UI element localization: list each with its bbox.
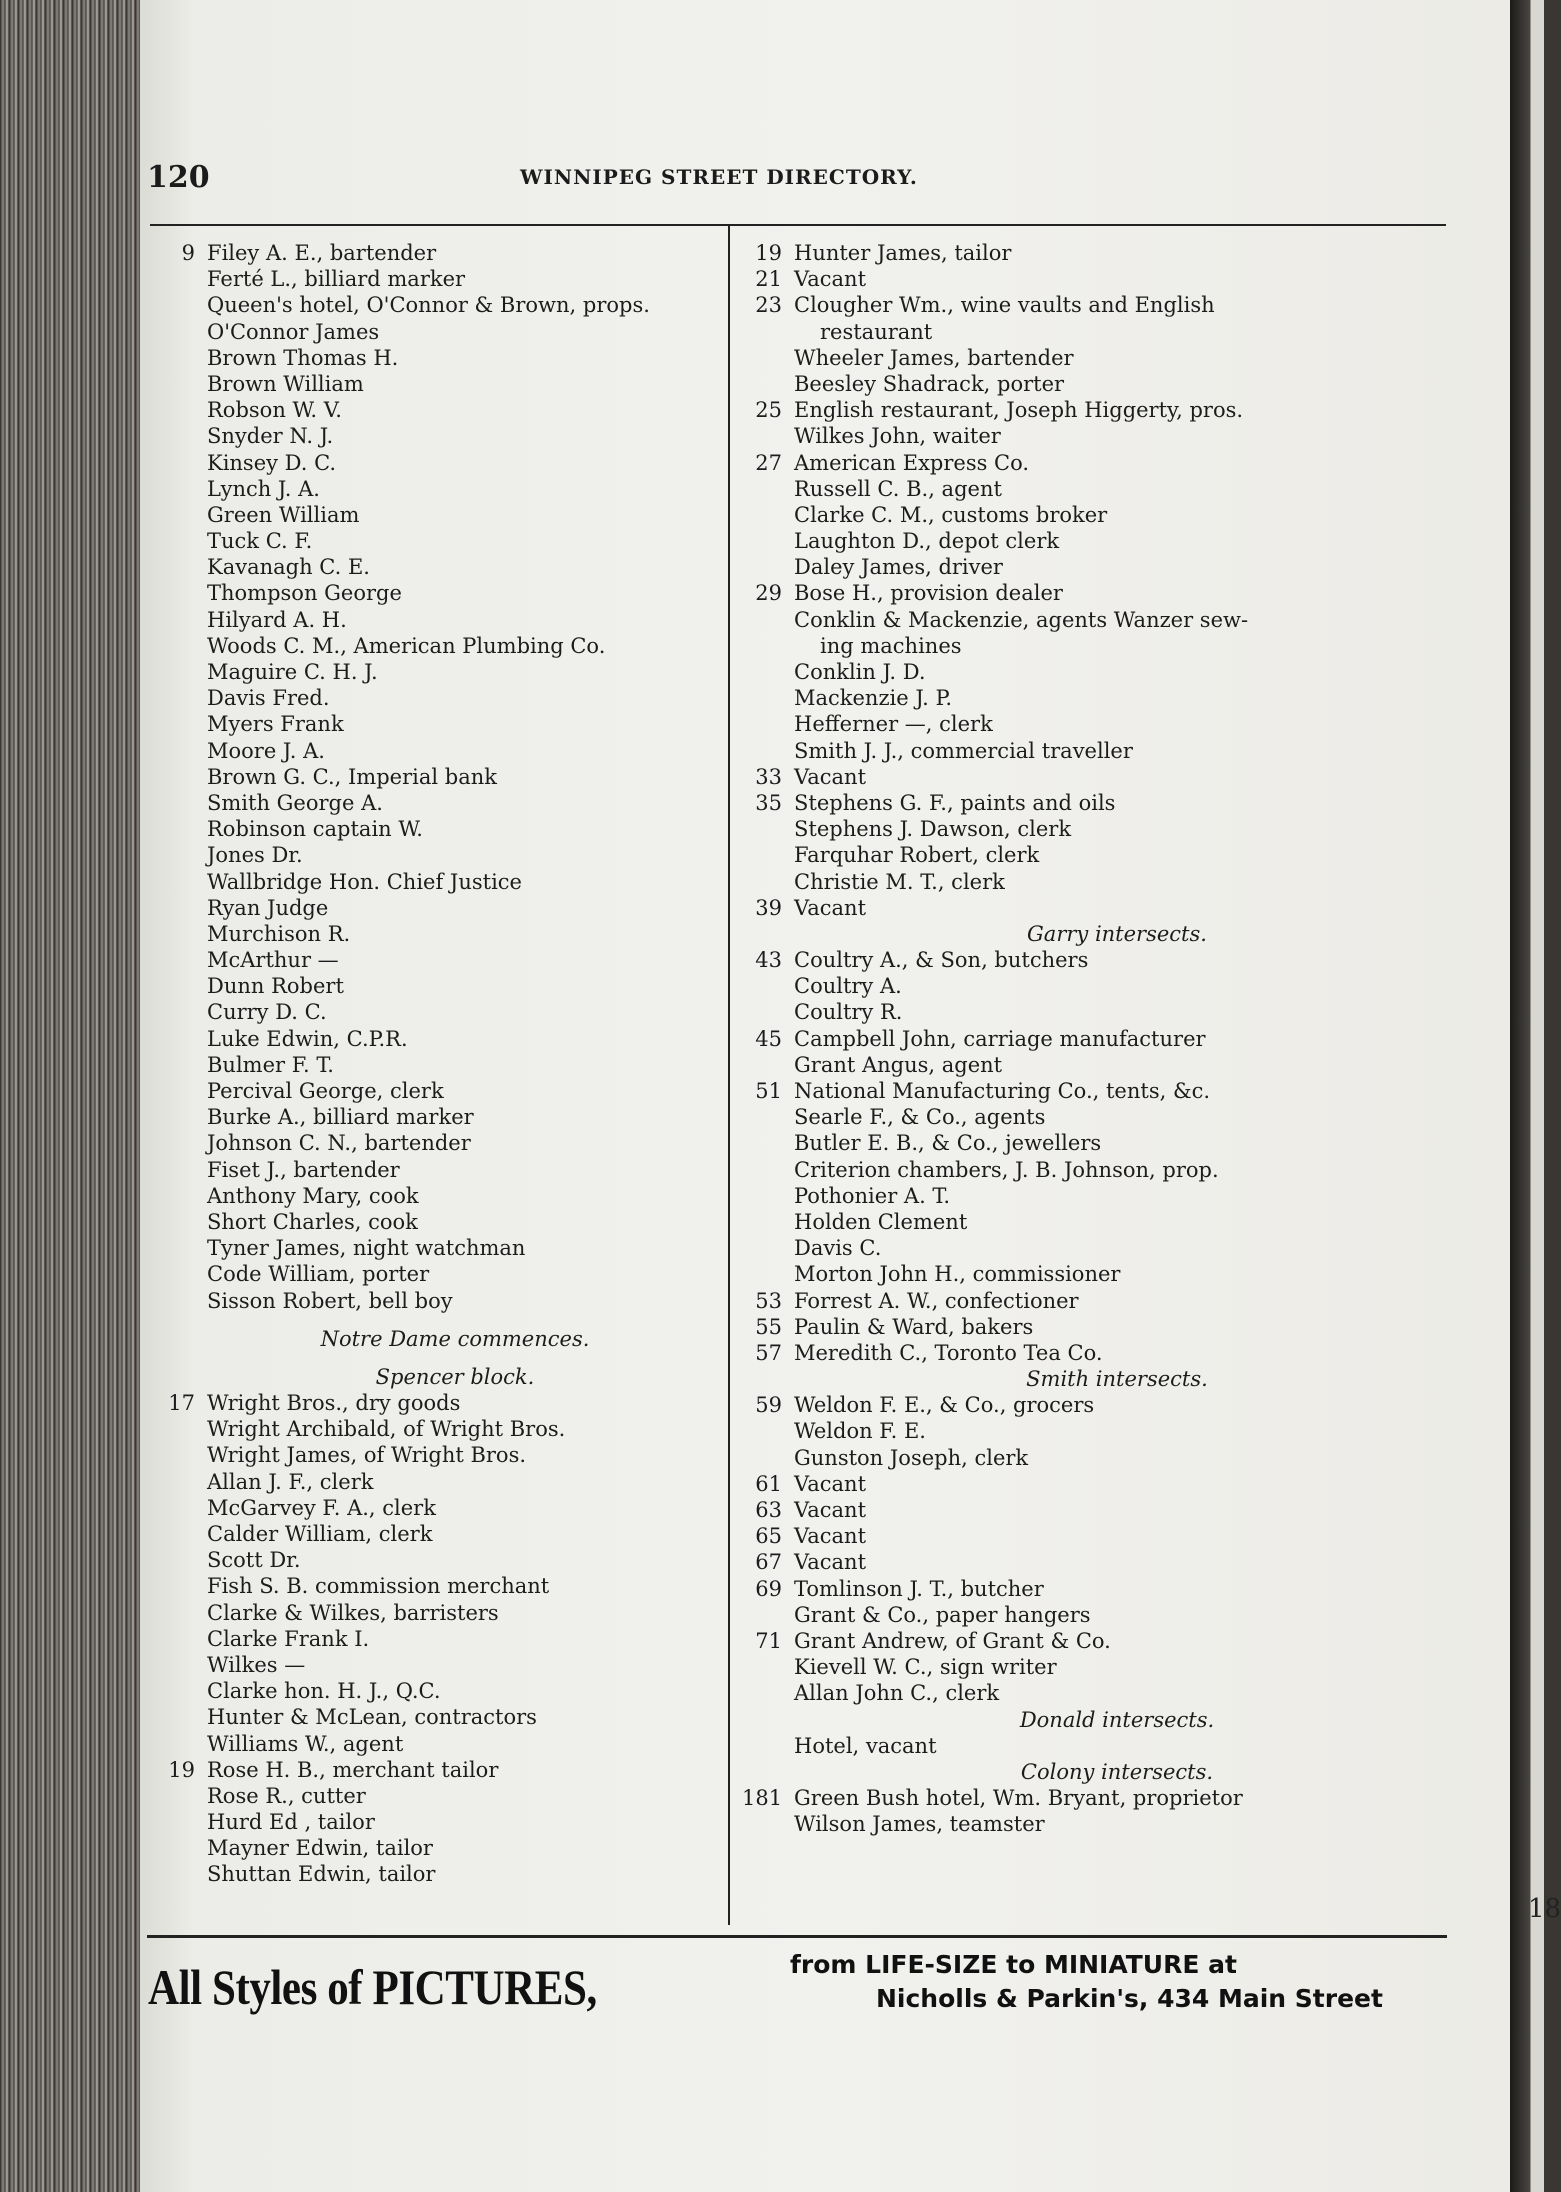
- entry-text: Wright Bros., dry goods: [207, 1391, 461, 1416]
- directory-entry: [742, 1602, 1442, 1628]
- advertisement-headline: All Styles of PICTURES,: [148, 1959, 597, 2015]
- entry-text: American Express Co.: [794, 450, 1030, 475]
- directory-entry: [155, 790, 715, 816]
- entry-text: Allan John C., clerk: [794, 1681, 1000, 1706]
- directory-entry: [155, 292, 715, 318]
- directory-entry: [155, 1626, 715, 1652]
- entry-text: Shuttan Edwin, tailor: [207, 1862, 436, 1887]
- entry-text: Dunn Robert: [207, 974, 344, 999]
- entry-text: O'Connor James: [207, 319, 380, 344]
- page-title: WINNIPEG STREET DIRECTORY.: [520, 165, 918, 189]
- entry-text: Bose H., provision dealer: [794, 581, 1063, 606]
- directory-entry: [155, 842, 715, 868]
- book-page-edges: [0, 0, 140, 2192]
- directory-entry: [155, 973, 715, 999]
- directory-entry: [155, 1835, 715, 1861]
- entry-text: Fiset J., bartender: [207, 1157, 400, 1182]
- section-heading: [742, 1707, 1442, 1733]
- adjacent-page-fragment: 18: [1528, 1894, 1561, 1924]
- entry-text: Wilkes —: [207, 1652, 306, 1677]
- directory-entry: [742, 764, 1442, 790]
- street-number: 19: [168, 1757, 195, 1782]
- entry-text: Clarke C. M., customs broker: [794, 502, 1108, 527]
- street-number: 181: [742, 1786, 783, 1811]
- entry-text: Sisson Robert, bell boy: [207, 1288, 453, 1313]
- street-number: 55: [755, 1314, 782, 1339]
- entry-text: Searle F., & Co., agents: [794, 1105, 1046, 1130]
- advertisement-line-1: from LIFE-SIZE to MINIATURE at: [790, 1950, 1237, 1979]
- entry-text: Clarke hon. H. J., Q.C.: [207, 1679, 441, 1704]
- directory-entry: [742, 973, 1442, 999]
- entry-text: Donald intersects.: [1019, 1707, 1215, 1732]
- street-number: 35: [755, 790, 782, 815]
- directory-entry: [742, 1157, 1442, 1183]
- directory-entry: [742, 1549, 1442, 1575]
- entry-text: Ferté L., billiard marker: [207, 267, 466, 292]
- directory-entry: [742, 1523, 1442, 1549]
- directory-entry: [155, 476, 715, 502]
- directory-entry: [155, 947, 715, 973]
- directory-entry: [155, 895, 715, 921]
- street-number: 19: [755, 241, 782, 265]
- directory-entry: [155, 1209, 715, 1235]
- directory-entry: [155, 1104, 715, 1130]
- entry-text: Kievell W. C., sign writer: [794, 1655, 1057, 1680]
- entry-text: Daley James, driver: [794, 555, 1003, 580]
- entry-text: Vacant: [794, 267, 867, 292]
- entry-text: Coultry A., & Son, butchers: [794, 948, 1089, 973]
- entry-text: Butler E. B., & Co., jewellers: [794, 1131, 1102, 1156]
- entry-text: Weldon F. E., & Co., grocers: [794, 1393, 1095, 1418]
- street-number: 65: [755, 1524, 782, 1549]
- entry-text: Holden Clement: [794, 1209, 968, 1234]
- directory-entry: [742, 450, 1442, 476]
- entry-text: Smith intersects.: [1026, 1367, 1208, 1392]
- entry-text: Grant Angus, agent: [794, 1052, 1003, 1077]
- entry-text: Code William, porter: [207, 1262, 430, 1287]
- entry-text: Grant & Co., paper hangers: [794, 1602, 1091, 1627]
- book-gutter: [1510, 0, 1544, 2192]
- directory-entry: [742, 1235, 1442, 1261]
- entry-text: Farquhar Robert, clerk: [794, 843, 1040, 868]
- directory-entry: [742, 1104, 1442, 1130]
- entry-text: Murchison R.: [207, 921, 351, 946]
- directory-entry: [155, 685, 715, 711]
- entry-text: Clarke Frank I.: [207, 1626, 370, 1651]
- entry-text: Ryan Judge: [207, 895, 329, 920]
- directory-entry: [742, 1052, 1442, 1078]
- entry-text: Stephens J. Dawson, clerk: [794, 817, 1072, 842]
- entry-text: Smith J. J., commercial traveller: [794, 738, 1133, 763]
- entry-text: Laughton D., depot clerk: [794, 529, 1060, 554]
- entry-text: Tuck C. F.: [207, 529, 313, 554]
- directory-entry: [155, 1416, 715, 1442]
- directory-entry: [742, 869, 1442, 895]
- entry-text: Vacant: [794, 1524, 867, 1549]
- entry-text: Beesley Shadrack, porter: [794, 371, 1065, 396]
- street-number: 61: [755, 1471, 782, 1496]
- spacer: [155, 1352, 715, 1364]
- entry-text: English restaurant, Joseph Higgerty, pros.: [794, 398, 1244, 423]
- entry-text: Notre Dame commences.: [320, 1326, 590, 1351]
- directory-entry: [742, 371, 1442, 397]
- directory-entry: [155, 580, 715, 606]
- directory-entry: [742, 842, 1442, 868]
- entry-text: Lynch J. A.: [207, 476, 320, 501]
- advertisement-line-2: Nicholls & Parkin's, 434 Main Street: [876, 1984, 1383, 2013]
- entry-text: Williams W., agent: [207, 1731, 404, 1756]
- entry-text: Hefferner —, clerk: [794, 712, 993, 737]
- directory-entry: [155, 607, 715, 633]
- directory-entry: [155, 633, 715, 659]
- directory-entry: [155, 711, 715, 737]
- entry-text: National Manufacturing Co., tents, &c.: [794, 1079, 1211, 1103]
- entry-text: Gunston Joseph, clerk: [794, 1445, 1029, 1470]
- directory-entry: [742, 1261, 1442, 1287]
- directory-entry: [155, 1288, 715, 1314]
- entry-text: ing machines: [820, 633, 962, 658]
- directory-entry: [155, 397, 715, 423]
- directory-entry: [155, 345, 715, 371]
- directory-entry: [742, 528, 1442, 554]
- directory-entry: [155, 1157, 715, 1183]
- entry-text: Curry D. C.: [207, 1000, 327, 1025]
- directory-entry: [742, 240, 1442, 266]
- entry-text: Johnson C. N., bartender: [207, 1131, 471, 1156]
- directory-entry: [742, 1026, 1442, 1052]
- directory-entry: [155, 423, 715, 449]
- street-number: 43: [755, 948, 782, 973]
- directory-entry: [742, 711, 1442, 737]
- directory-entry: [155, 816, 715, 842]
- street-number: 59: [755, 1393, 782, 1418]
- entry-text: Wallbridge Hon. Chief Justice: [207, 869, 522, 894]
- entry-text: Calder William, clerk: [207, 1522, 433, 1546]
- directory-entry: [742, 607, 1442, 633]
- directory-entry: [155, 450, 715, 476]
- entry-text: Hunter James, tailor: [794, 241, 1012, 265]
- entry-continuation: [742, 319, 1442, 345]
- street-number: 27: [755, 450, 782, 475]
- entry-text: Wright James, of Wright Bros.: [207, 1443, 527, 1468]
- directory-entry: [155, 528, 715, 554]
- directory-entry: [742, 816, 1442, 842]
- directory-entry: [155, 240, 715, 266]
- directory-entry: [742, 1418, 1442, 1444]
- entry-text: Snyder N. J.: [207, 424, 334, 449]
- entry-text: Vacant: [794, 764, 867, 789]
- spacer: [155, 1314, 715, 1326]
- directory-entry: [155, 921, 715, 947]
- directory-entry: [155, 502, 715, 528]
- directory-entry: [742, 1654, 1442, 1680]
- entry-text: Christie M. T., clerk: [794, 869, 1005, 894]
- entry-text: Vacant: [794, 1471, 867, 1496]
- directory-entry: [155, 1731, 715, 1757]
- directory-entry: [155, 999, 715, 1025]
- entry-text: Tyner James, night watchman: [207, 1236, 526, 1261]
- section-heading: [742, 1366, 1442, 1392]
- entry-text: Green Bush hotel, Wm. Bryant, proprietor: [794, 1786, 1243, 1811]
- directory-entry: [742, 554, 1442, 580]
- entry-text: McGarvey F. A., clerk: [207, 1495, 436, 1520]
- right-column: [742, 240, 1442, 1837]
- entry-text: Vacant: [794, 1550, 867, 1575]
- entry-text: Mackenzie J. P.: [794, 686, 953, 711]
- entry-text: Myers Frank: [207, 712, 344, 737]
- entry-text: Woods C. M., American Plumbing Co.: [207, 633, 606, 658]
- directory-entry: [155, 1052, 715, 1078]
- directory-entry: [155, 1547, 715, 1573]
- section-heading: [155, 1364, 715, 1390]
- entry-text: Vacant: [794, 895, 867, 920]
- directory-entry: [155, 1130, 715, 1156]
- street-number: 69: [755, 1576, 782, 1601]
- directory-entry: [155, 1678, 715, 1704]
- entry-text: Scott Dr.: [207, 1548, 301, 1573]
- entry-text: Burke A., billiard marker: [207, 1105, 474, 1130]
- directory-entry: [742, 1811, 1442, 1837]
- street-number: 67: [755, 1550, 782, 1575]
- directory-entry: [742, 1785, 1442, 1811]
- directory-entry: [155, 1442, 715, 1468]
- directory-entry: [742, 1471, 1442, 1497]
- directory-entry: [155, 1390, 715, 1416]
- entry-text: Hunter & McLean, contractors: [207, 1705, 537, 1730]
- directory-entry: [742, 423, 1442, 449]
- directory-entry: [742, 1183, 1442, 1209]
- directory-entry: [155, 1183, 715, 1209]
- entry-text: Weldon F. E.: [794, 1419, 926, 1444]
- directory-entry: [155, 1600, 715, 1626]
- section-heading: [155, 1326, 715, 1352]
- entry-text: Pothonier A. T.: [794, 1183, 951, 1208]
- entry-text: Moore J. A.: [207, 738, 325, 763]
- entry-text: Rose R., cutter: [207, 1783, 366, 1808]
- entry-text: Grant Andrew, of Grant & Co.: [794, 1628, 1111, 1653]
- directory-entry: [155, 1809, 715, 1835]
- street-number: 45: [755, 1026, 782, 1051]
- entry-text: Forrest A. W., confectioner: [794, 1288, 1079, 1313]
- directory-entry: [155, 1521, 715, 1547]
- street-number: 23: [755, 293, 782, 318]
- entry-text: Hilyard A. H.: [207, 607, 347, 632]
- entry-text: Brown G. C., Imperial bank: [207, 764, 497, 789]
- column-divider: [728, 225, 730, 1925]
- street-number: 33: [755, 764, 782, 789]
- street-number: 57: [755, 1340, 782, 1365]
- directory-entry: [155, 554, 715, 580]
- directory-entry: [742, 659, 1442, 685]
- entry-text: Garry intersects.: [1027, 921, 1207, 946]
- entry-text: Clarke & Wilkes, barristers: [207, 1600, 499, 1625]
- entry-text: Maguire C. H. J.: [207, 660, 378, 684]
- entry-text: Bulmer F. T.: [207, 1052, 334, 1077]
- entry-text: Vacant: [794, 1498, 867, 1522]
- directory-entry: [742, 1130, 1442, 1156]
- street-number: 71: [755, 1628, 782, 1653]
- entry-text: Paulin & Ward, bakers: [794, 1314, 1034, 1339]
- header-rule: [150, 224, 1446, 226]
- directory-entry: [742, 397, 1442, 423]
- section-heading: [742, 1759, 1442, 1785]
- directory-entry: [155, 869, 715, 895]
- street-number: 29: [755, 581, 782, 606]
- directory-entry: [155, 1783, 715, 1809]
- entry-text: Robson W. V.: [207, 398, 342, 423]
- entry-text: McArthur —: [207, 948, 339, 973]
- directory-entry: [742, 1288, 1442, 1314]
- section-heading: [742, 921, 1442, 947]
- entry-text: Green William: [207, 502, 360, 527]
- directory-entry: [155, 266, 715, 292]
- directory-entry: [742, 947, 1442, 973]
- entry-text: Morton John H., commissioner: [794, 1262, 1121, 1287]
- entry-text: Meredith C., Toronto Tea Co.: [794, 1340, 1103, 1365]
- directory-entry: [155, 1026, 715, 1052]
- page-number: 120: [147, 160, 210, 195]
- entry-text: Brown William: [207, 371, 364, 396]
- street-number: 51: [755, 1079, 782, 1103]
- entry-text: Anthony Mary, cook: [207, 1183, 419, 1208]
- entry-text: Short Charles, cook: [207, 1209, 418, 1234]
- directory-entry: [155, 1261, 715, 1287]
- entry-text: Colony intersects.: [1020, 1759, 1214, 1784]
- entry-text: Criterion chambers, J. B. Johnson, prop.: [794, 1157, 1219, 1182]
- entry-text: Wilkes John, waiter: [794, 424, 1001, 449]
- street-number: 17: [168, 1391, 195, 1416]
- directory-entry: [742, 999, 1442, 1025]
- entry-text: Coultry R.: [794, 1000, 903, 1025]
- entry-text: Hurd Ed , tailor: [207, 1810, 375, 1835]
- entry-text: Campbell John, carriage manufacturer: [794, 1026, 1206, 1051]
- entry-continuation: [742, 633, 1442, 659]
- directory-entry: [742, 738, 1442, 764]
- entry-text: Smith George A.: [207, 790, 383, 815]
- entry-text: Rose H. B., merchant tailor: [207, 1757, 499, 1782]
- directory-entry: [155, 659, 715, 685]
- directory-entry: [155, 1078, 715, 1104]
- street-number: 25: [755, 398, 782, 423]
- directory-entry: [742, 1078, 1442, 1104]
- directory-entry: [155, 371, 715, 397]
- directory-entry: [742, 1497, 1442, 1523]
- entry-text: Luke Edwin, C.P.R.: [207, 1026, 408, 1051]
- street-number: 9: [181, 241, 195, 265]
- entry-text: Spencer block.: [375, 1364, 535, 1389]
- street-number: 39: [755, 895, 782, 920]
- entry-text: Stephens G. F., paints and oils: [794, 790, 1116, 815]
- entry-text: Robinson captain W.: [207, 817, 423, 842]
- directory-entry: [155, 1573, 715, 1599]
- entry-text: Kavanagh C. E.: [207, 555, 370, 580]
- entry-text: Fish S. B. commission merchant: [207, 1574, 550, 1599]
- entry-text: Thompson George: [207, 581, 402, 606]
- entry-text: Wright Archibald, of Wright Bros.: [207, 1417, 566, 1442]
- directory-entry: [742, 292, 1442, 318]
- directory-entry: [155, 1469, 715, 1495]
- directory-entry: [742, 1680, 1442, 1706]
- directory-entry: [155, 1757, 715, 1783]
- directory-entry: [742, 476, 1442, 502]
- directory-entry: [742, 1340, 1442, 1366]
- street-number: 63: [755, 1498, 782, 1522]
- directory-entry: [742, 1392, 1442, 1418]
- entry-text: Filey A. E., bartender: [207, 241, 437, 265]
- entry-text: Conklin J. D.: [794, 660, 926, 684]
- entry-text: Davis C.: [794, 1236, 882, 1261]
- directory-entry: [155, 1652, 715, 1678]
- directory-entry: [742, 895, 1442, 921]
- entry-text: Wheeler James, bartender: [794, 345, 1074, 370]
- street-number: 53: [755, 1288, 782, 1313]
- directory-entry: [742, 502, 1442, 528]
- directory-entry: [155, 738, 715, 764]
- entry-text: Kinsey D. C.: [207, 450, 337, 475]
- directory-entry: [742, 580, 1442, 606]
- entry-text: Mayner Edwin, tailor: [207, 1836, 433, 1861]
- entry-text: Tomlinson J. T., butcher: [794, 1576, 1044, 1601]
- directory-entry: [155, 1235, 715, 1261]
- entry-text: Clougher Wm., wine vaults and English: [794, 293, 1215, 318]
- entry-text: Allan J. F., clerk: [207, 1469, 374, 1494]
- entry-text: Brown Thomas H.: [207, 345, 399, 370]
- directory-entry: [742, 1314, 1442, 1340]
- entry-text: Davis Fred.: [207, 686, 330, 711]
- directory-entry: [742, 266, 1442, 292]
- directory-entry: [742, 1576, 1442, 1602]
- entry-text: Conklin & Mackenzie, agents Wanzer sew-: [794, 607, 1249, 632]
- directory-entry: [742, 1209, 1442, 1235]
- directory-entry: [742, 1628, 1442, 1654]
- directory-entry: [155, 764, 715, 790]
- entry-text: Coultry A.: [794, 974, 902, 999]
- directory-entry: [742, 685, 1442, 711]
- entry-text: Queen's hotel, O'Connor & Brown, props.: [207, 293, 650, 318]
- footer-rule: [147, 1935, 1447, 1938]
- left-column: [155, 240, 715, 1888]
- directory-entry: [742, 1445, 1442, 1471]
- directory-entry: [742, 790, 1442, 816]
- directory-entry: [155, 1495, 715, 1521]
- entry-text: Wilson James, teamster: [794, 1812, 1045, 1837]
- directory-entry: [742, 1733, 1442, 1759]
- entry-text: Percival George, clerk: [207, 1079, 444, 1103]
- directory-entry: [155, 1861, 715, 1887]
- directory-entry: [155, 1704, 715, 1730]
- directory-entry: [155, 319, 715, 345]
- entry-text: restaurant: [820, 319, 933, 344]
- directory-entry: [742, 345, 1442, 371]
- entry-text: Russell C. B., agent: [794, 476, 1002, 501]
- entry-text: Hotel, vacant: [794, 1733, 937, 1758]
- entry-text: Jones Dr.: [207, 843, 303, 868]
- street-number: 21: [755, 267, 782, 292]
